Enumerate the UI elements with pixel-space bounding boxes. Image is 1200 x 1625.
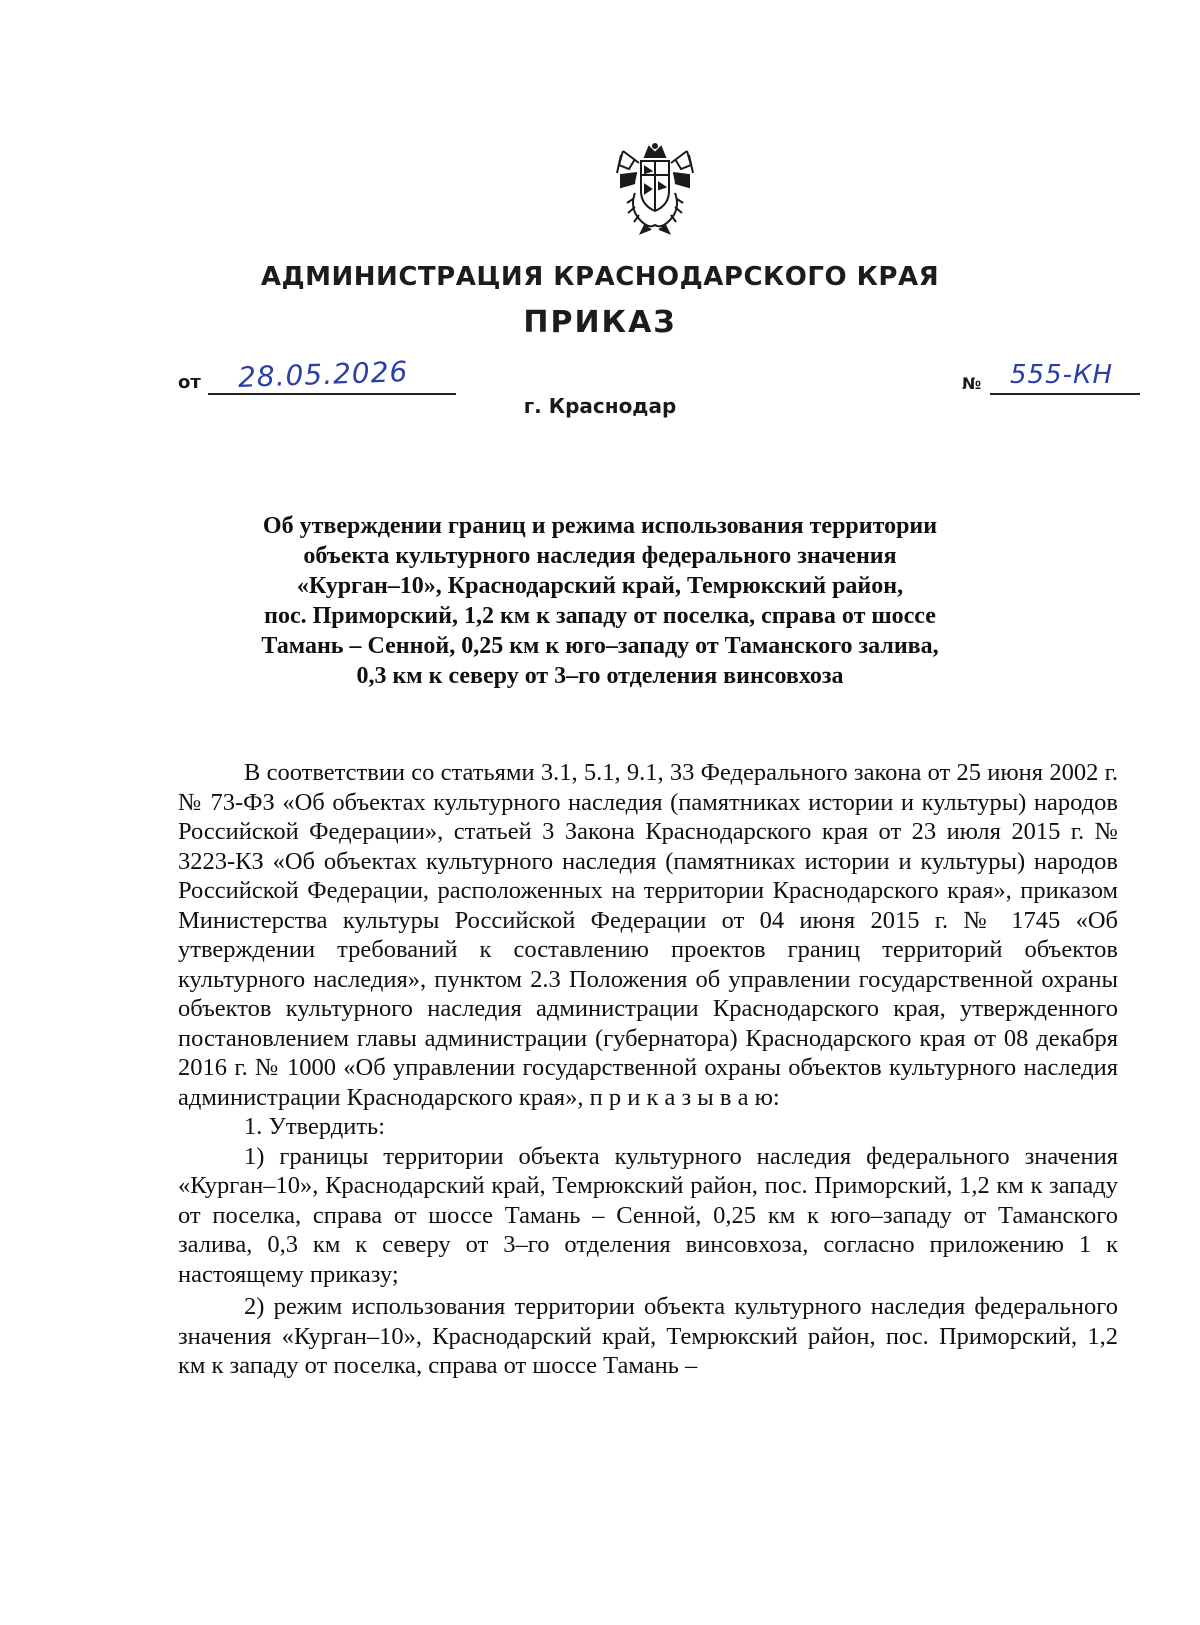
order-item-1: 1. Утвердить: — [244, 1113, 386, 1140]
document-number: 555-КН — [1010, 360, 1114, 390]
number-underline — [990, 393, 1140, 395]
subject-line: объекта культурного наследия федерального значения — [303, 543, 897, 569]
document-body — [178, 758, 1118, 1381]
order-item-1-subitem-1: 1) границы территории объекта культурного наследия федерального значения «Курган–10», Краснодарский край, Темрюкский район, пос. Приморский, 1,2 км к западу от поселка, справа от шоссе Тамань – Сенной, 0,25 км к юго–западу от Таманского залива, 0,3 км к северу от 3–го отделения винсовхоза, согласно приложению 1 к настоящему приказу; — [178, 1142, 1118, 1288]
subject-line: пос. Приморский, 1,2 км к западу от поселка, справа от шоссе — [264, 603, 936, 629]
preamble-paragraph: В соответствии со статьями 3.1, 5.1, 9.1, 33 Федерального закона от 25 июня 2002 г. № 73-ФЗ «Об объектах культурного наследия (памятниках истории и культуры) народов Российской Федерации», статьей 3 Закона Краснодарского края от 23 июля 2015 г. № 3223-КЗ «Об объектах культурного наследия (памятниках истории и культуры) народов Российской Федерации, расположенных на территории Краснодарского края», приказом Министерства культуры Российской Федерации от 04 июня 2015 г. № 1745 «Об утверждении требований к составлению проектов границ территорий объектов культурного наследия», пунктом 2.3 Положения об управлении государственной охраны объектов культурного наследия администрации Краснодарского края, утвержденного постановлением главы администрации (губернатора) Краснодарского края от 08 декабря 2016 г. № 1000 «Об управлении государственной охраны объектов культурного наследия администрации Краснодарского края», п р и к а з ы в а ю: — [178, 759, 1118, 1111]
subject-line: Об утверждении границ и режима использования территории — [262, 513, 938, 539]
order-item-1-subitem-2: 2) режим использования территории объекта культурного наследия федерального значения «Курган–10», Краснодарский край, Темрюкский район, пос. Приморский, 1,2 км к западу от поселка, справа от шоссе Тамань – — [178, 1293, 1118, 1379]
document-subject — [180, 511, 1020, 691]
document-date: 28.05.2026 — [237, 355, 409, 394]
document-type: ПРИКАЗ — [523, 305, 677, 340]
subject-line: Тамань – Сенной, 0,25 км к юго–западу от Таманского залива, — [261, 633, 939, 659]
subject-line: «Курган–10», Краснодарский край, Темрюкский район, — [296, 573, 904, 599]
subject-line: 0,3 км к северу от 3–го отделения винсовхоза — [356, 663, 844, 689]
number-prefix: № — [962, 374, 982, 393]
coat-of-arms-icon — [615, 143, 695, 235]
document-city: г. Краснодар — [523, 394, 677, 418]
date-prefix: от — [178, 372, 201, 393]
organization-title: АДМИНИСТРАЦИЯ КРАСНОДАРСКОГО КРАЯ — [260, 262, 940, 292]
